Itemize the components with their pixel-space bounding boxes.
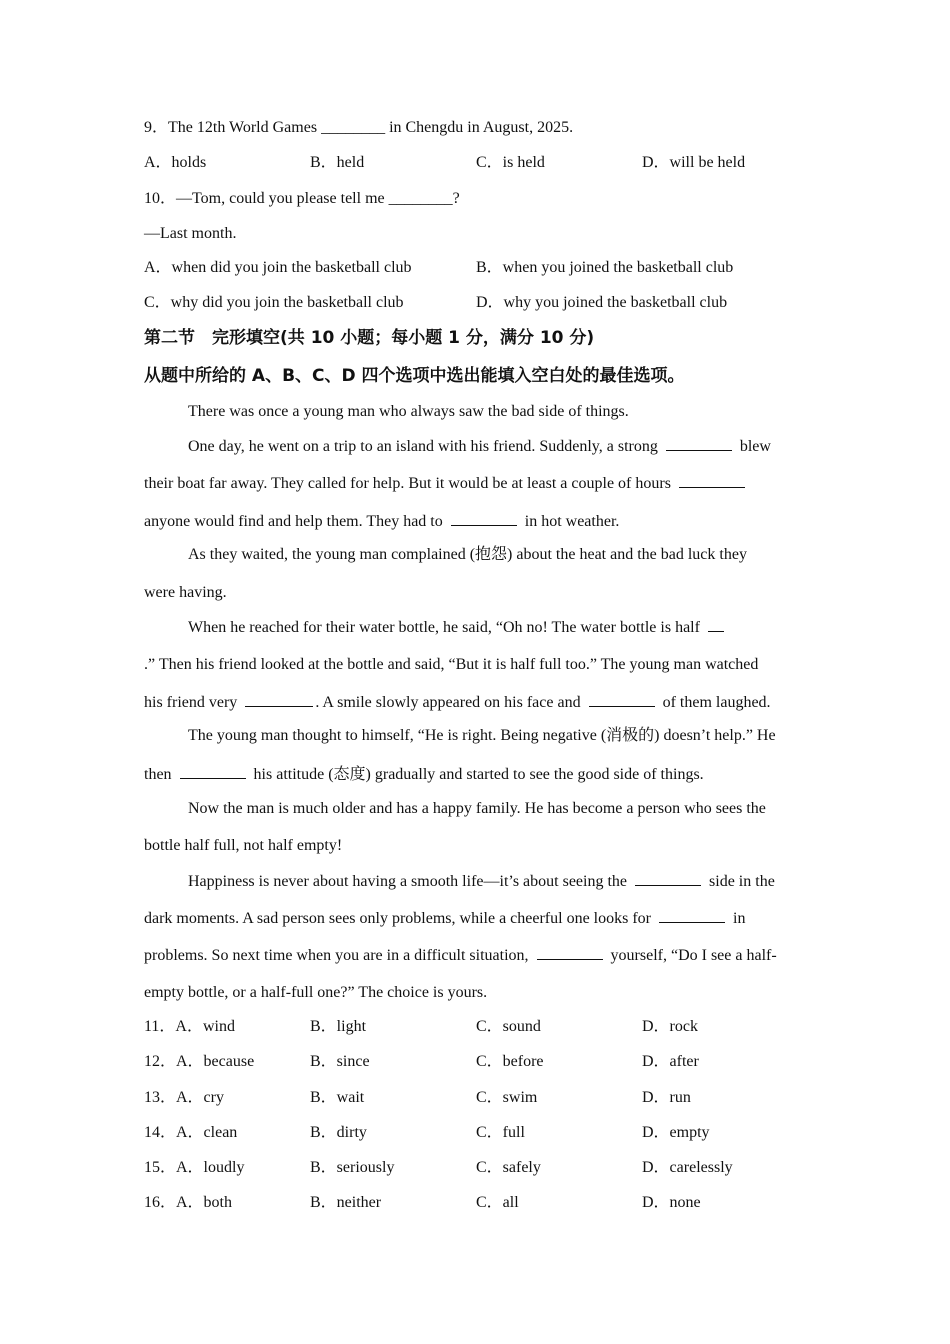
blank-18 — [635, 871, 701, 886]
blank-12 — [679, 473, 745, 488]
passage-line-1: There was once a young man who always saw the bad side of things. — [188, 403, 629, 420]
blank-11 — [666, 436, 732, 451]
section-instruction: 从题中所给的 A、B、C、D 四个选项中选出能填入空白处的最佳选项。 — [144, 366, 685, 386]
passage-line-7 — [188, 617, 732, 638]
choice-13-b: B．wait — [310, 1089, 365, 1106]
passage-line-14-b: side in the — [709, 873, 775, 890]
q10-option-d: D．why you joined the basketball club — [476, 294, 728, 311]
passage-line-11-a: then — [144, 766, 172, 783]
passage-line-14-a: Happiness is never about having a smooth life—it’s about seeing the — [188, 873, 628, 890]
passage-line-15-b: in — [733, 910, 746, 927]
choice-12-c: C．before — [476, 1053, 544, 1070]
choice-15-d: D．carelessly — [642, 1159, 733, 1176]
blank-13 — [451, 511, 517, 526]
choice-16-d: D．none — [642, 1194, 701, 1211]
choice-15-c: C．safely — [476, 1159, 541, 1176]
passage-line-17: empty bottle, or a half-full one?” The choice is yours. — [144, 984, 488, 1001]
passage-line-10: The young man thought to himself, “He is right. Being negative (消极的) doesn’t help.” He — [188, 727, 776, 744]
passage-line-4-a: anyone would find and help them. They had to — [144, 513, 443, 530]
section-heading: 第二节 完形填空(共 10 小题；每小题 1 分，满分 10 分) — [144, 328, 595, 348]
question-9-stem — [144, 118, 573, 138]
q10-stem-b: ? — [452, 190, 460, 207]
choice-14-b: B．dirty — [310, 1124, 367, 1141]
passage-line-9-c: of them laughed. — [662, 694, 771, 711]
passage-line-2-b: blew — [739, 438, 771, 455]
choice-16-a: 16．A．both — [144, 1194, 233, 1211]
passage-line-4 — [144, 511, 619, 532]
passage-line-3 — [144, 473, 753, 494]
blank-20 — [537, 945, 603, 960]
passage-line-15 — [144, 908, 745, 929]
q10-option-c: C．why did you join the basketball club — [144, 294, 404, 311]
q10-option-b: B．when you joined the basketball club — [476, 259, 734, 276]
q9-option-c: C．is held — [476, 154, 545, 171]
passage-line-16-b: yourself, “Do I see a half- — [610, 947, 777, 964]
question-10-stem — [144, 189, 460, 209]
passage-line-9 — [144, 692, 771, 713]
choice-13-d: D．run — [642, 1089, 691, 1106]
choice-14-c: C．full — [476, 1124, 525, 1141]
passage-line-11-b: his attitude (态度) gradually and started to see the good side of things. — [253, 766, 704, 783]
passage-line-7-a: When he reached for their water bottle, he said, “Oh no! The water bottle is half — [188, 619, 700, 636]
blank-15 — [245, 692, 313, 707]
passage-line-8: .” Then his friend looked at the bottle and said, “But it is half full too.” The young man watched — [144, 656, 759, 673]
passage-line-3-a: their boat far away. They called for help. But it would be at least a couple of hours — [144, 475, 671, 492]
passage-line-9-a: his friend very — [144, 694, 238, 711]
passage-line-16 — [144, 945, 777, 966]
q10-blank: ________ — [388, 190, 453, 207]
passage-line-4-b: in hot weather. — [524, 513, 620, 530]
passage-line-5: As they waited, the young man complained (抱怨) about the heat and the bad luck they — [188, 546, 747, 563]
choice-11-c: C．sound — [476, 1018, 541, 1035]
choice-14-d: D．empty — [642, 1124, 710, 1141]
q10-answer-line: —Last month. — [144, 225, 237, 242]
blank-19 — [659, 908, 725, 923]
choice-12-a: 12．A．because — [144, 1053, 255, 1070]
passage-line-14 — [188, 871, 775, 892]
blank-17 — [180, 764, 246, 779]
passage-line-11 — [144, 764, 704, 785]
passage-line-15-a: dark moments. A sad person sees only problems, while a cheerful one looks for — [144, 910, 651, 927]
choice-12-d: D．after — [642, 1053, 699, 1070]
passage-line-6: were having. — [144, 584, 227, 601]
choice-13-a: 13．A．cry — [144, 1089, 224, 1106]
choice-14-a: 14．A．clean — [144, 1124, 238, 1141]
q9-option-b: B．held — [310, 154, 365, 171]
choice-12-b: B．since — [310, 1053, 370, 1070]
q9-stem-a: 9．The 12th World Games — [144, 119, 322, 136]
choice-11-a: 11．A．wind — [144, 1018, 235, 1035]
passage-line-9-b: . A smile slowly appeared on his face and — [315, 694, 581, 711]
q9-option-d: D．will be held — [642, 154, 746, 171]
passage-line-16-a: problems. So next time when you are in a difficult situation, — [144, 947, 529, 964]
q9-blank: ________ — [321, 119, 386, 136]
choice-16-b: B．neither — [310, 1194, 382, 1211]
passage-line-12: Now the man is much older and has a happy family. He has become a person who sees the — [188, 800, 766, 817]
blank-14 — [708, 617, 724, 632]
q10-option-a: A．when did you join the basketball club — [144, 259, 412, 276]
q9-stem-b: in Chengdu in August, 2025. — [385, 119, 574, 136]
q9-option-a: A．holds — [144, 154, 207, 171]
choice-15-a: 15．A．loudly — [144, 1159, 245, 1176]
choice-13-c: C．swim — [476, 1089, 538, 1106]
passage-line-2 — [188, 436, 771, 457]
choice-11-b: B．light — [310, 1018, 367, 1035]
choice-11-d: D．rock — [642, 1018, 698, 1035]
choice-15-b: B．seriously — [310, 1159, 395, 1176]
choice-16-c: C．all — [476, 1194, 519, 1211]
blank-16 — [589, 692, 655, 707]
passage-line-2-a: One day, he went on a trip to an island with his friend. Suddenly, a strong — [188, 438, 658, 455]
q10-stem-a: 10．—Tom, could you please tell me — [144, 190, 389, 207]
passage-line-13: bottle half full, not half empty! — [144, 837, 343, 854]
